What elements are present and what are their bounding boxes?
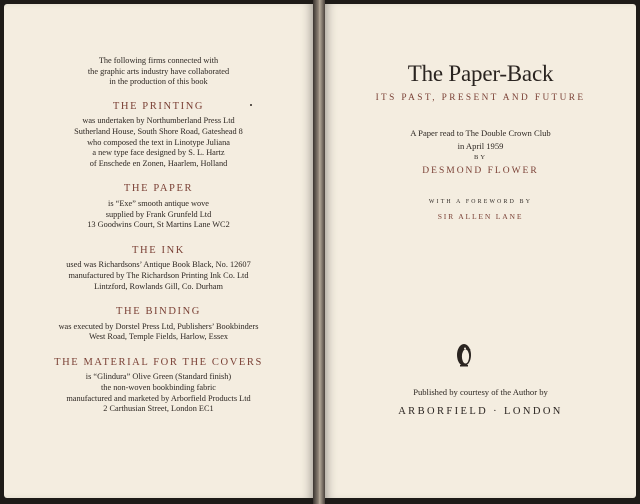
section-covers <box>4 358 313 415</box>
foreword-label: WITH A FOREWORD BY <box>428 199 533 205</box>
book-title: The Paper-Back <box>407 61 554 86</box>
section-ink <box>4 246 313 292</box>
section-paper <box>4 184 313 230</box>
section-line: Lintzford, Rowlands Gill, Co. Durham <box>94 281 223 291</box>
section-line: 2 Carthusian Street, London EC1 <box>103 404 214 414</box>
foreword-author: SIR ALLEN LANE <box>437 212 524 221</box>
section-line: a new type face designed by S. L. Hartz <box>92 148 225 158</box>
section-line: the non-woven bookbinding fabric <box>101 383 216 393</box>
intro-line: the graphic arts industry have collaborated <box>87 66 230 76</box>
paper-note-line: A Paper read to The Double Crown Club <box>410 128 551 138</box>
section-line: was undertaken by Northumberland Press Ltd <box>82 116 235 126</box>
right-page <box>325 4 636 498</box>
paper-note-line: in April 1959 <box>457 141 504 151</box>
section-heading: THE INK <box>132 244 185 256</box>
section-binding <box>4 307 313 343</box>
section-line: was executed by Dorstel Press Ltd, Publishers’ Bookbinders <box>58 321 259 331</box>
section-line: of Enschede en Zonen, Haarlem, Holland <box>89 158 228 168</box>
colophon-intro <box>4 56 313 88</box>
paper-note <box>325 127 636 153</box>
author-name: DESMOND FLOWER <box>422 166 539 176</box>
section-line: manufactured and marketed by Arborfield Products Ltd <box>66 393 251 403</box>
publisher-imprint: ARBORFIELD · LONDON <box>398 406 563 417</box>
section-line: used was Richardsons’ Antique Book Black, No. 12607 <box>66 260 251 270</box>
section-heading: THE MATERIAL FOR THE COVERS <box>54 356 263 368</box>
section-line: is “Glindura” Olive Green (Standard finish) <box>85 372 232 382</box>
book-gutter <box>313 0 325 504</box>
intro-line: in the production of this book <box>109 77 208 87</box>
section-line: 13 Goodwins Court, St Martins Lane WC2 <box>87 220 230 230</box>
colophon <box>4 56 313 430</box>
section-heading: THE BINDING <box>116 306 201 318</box>
book-subtitle: ITS PAST, PRESENT AND FUTURE <box>375 93 586 103</box>
section-line: Sutherland House, South Shore Road, Gateshead 8 <box>74 126 243 136</box>
section-line: West Road, Temple Fields, Harlow, Essex <box>88 332 229 342</box>
section-heading: THE PRINTING <box>112 100 205 112</box>
by-label: BY <box>473 154 488 161</box>
section-line: manufactured by The Richardson Printing Ink Co. Ltd <box>68 270 249 280</box>
courtesy-line: Published by courtesy of the Author by <box>413 387 548 397</box>
section-heading: THE PAPER <box>123 183 194 195</box>
left-page <box>4 4 313 498</box>
section-line: who composed the text in Linotype Juliana <box>87 137 230 147</box>
section-line: is “Exe” smooth antique wove <box>108 198 209 208</box>
penguin-emblem-icon <box>454 342 474 368</box>
section-line: supplied by Frank Grunfeld Ltd <box>105 209 212 219</box>
intro-line: The following firms connected with <box>98 56 219 65</box>
section-printing <box>4 102 313 170</box>
